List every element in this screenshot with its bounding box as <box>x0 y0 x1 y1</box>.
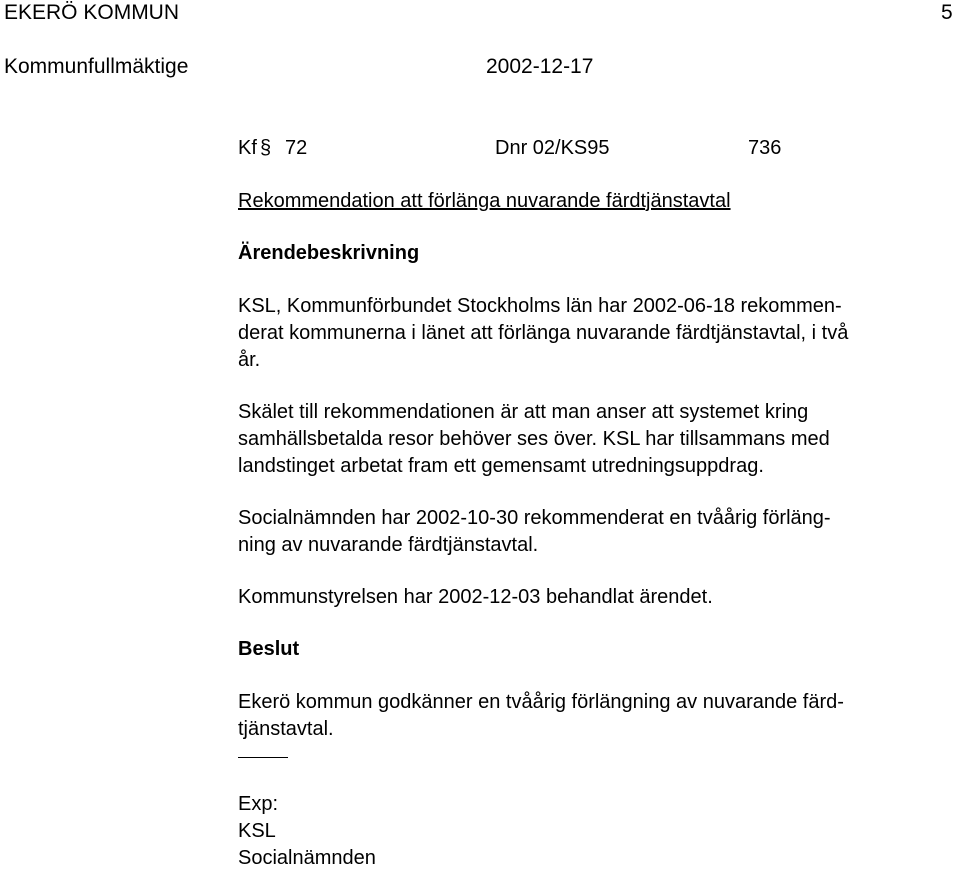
paragraph-line: ning av nuvarande färdtjänstavtal. <box>238 534 539 556</box>
description-heading: Ärendebeskrivning <box>238 242 420 264</box>
dnr-reference: Dnr 02/KS95 <box>495 137 610 159</box>
reference-number: 736 <box>748 137 782 159</box>
decision-paragraph <box>238 689 938 743</box>
document-content <box>238 135 938 872</box>
paragraph-line: Kommunstyrelsen har 2002-12-03 behandlat ärendet. <box>238 586 713 608</box>
description-paragraph <box>238 505 938 559</box>
decision-heading: Beslut <box>238 638 300 660</box>
organization-name: EKERÖ KOMMUN <box>4 1 180 24</box>
dispatch-recipient: Socialnämnden <box>238 847 376 869</box>
kf-number: 72 <box>285 137 308 159</box>
kf-label: Kf <box>238 137 257 159</box>
dispatch-label: Exp: <box>238 793 279 815</box>
description-paragraph <box>238 584 938 611</box>
paragraph-sign: § <box>260 137 272 159</box>
reference-row <box>238 135 938 162</box>
decision-line: Ekerö kommun godkänner en tvåårig förlängning av nuvarande färd- <box>238 691 844 713</box>
decision-line: tjänstavtal. <box>238 718 334 740</box>
paragraph-line: Socialnämnden har 2002-10-30 rekommenderat en tvåårig förläng- <box>238 507 831 529</box>
dispatch-recipient: KSL <box>238 820 276 842</box>
paragraph-line: samhällsbetalda resor behöver ses över. KSL har tillsammans med <box>238 428 830 450</box>
paragraph-line: år. <box>238 349 261 371</box>
separator-rule <box>238 757 288 758</box>
matter-title: Rekommendation att förlänga nuvarande färdtjänstavtal <box>238 190 731 212</box>
paragraph-line: Skälet till rekommendationen är att man anser att systemet kring <box>238 401 809 423</box>
dispatch-block <box>238 791 938 872</box>
body-name: Kommunfullmäktige <box>4 55 189 78</box>
meeting-date: 2002-12-17 <box>486 55 594 78</box>
paragraph-line: derat kommunerna i länet att förlänga nuvarande färdtjänstavtal, i två <box>238 322 849 344</box>
description-paragraph <box>238 293 938 374</box>
paragraph-line: landstinget arbetat fram ett gemensamt utredningsuppdrag. <box>238 455 764 477</box>
description-paragraph <box>238 399 938 480</box>
page-number: 5 <box>941 1 953 24</box>
paragraph-line: KSL, Kommunförbundet Stockholms län har 2002-06-18 rekommen- <box>238 295 842 317</box>
